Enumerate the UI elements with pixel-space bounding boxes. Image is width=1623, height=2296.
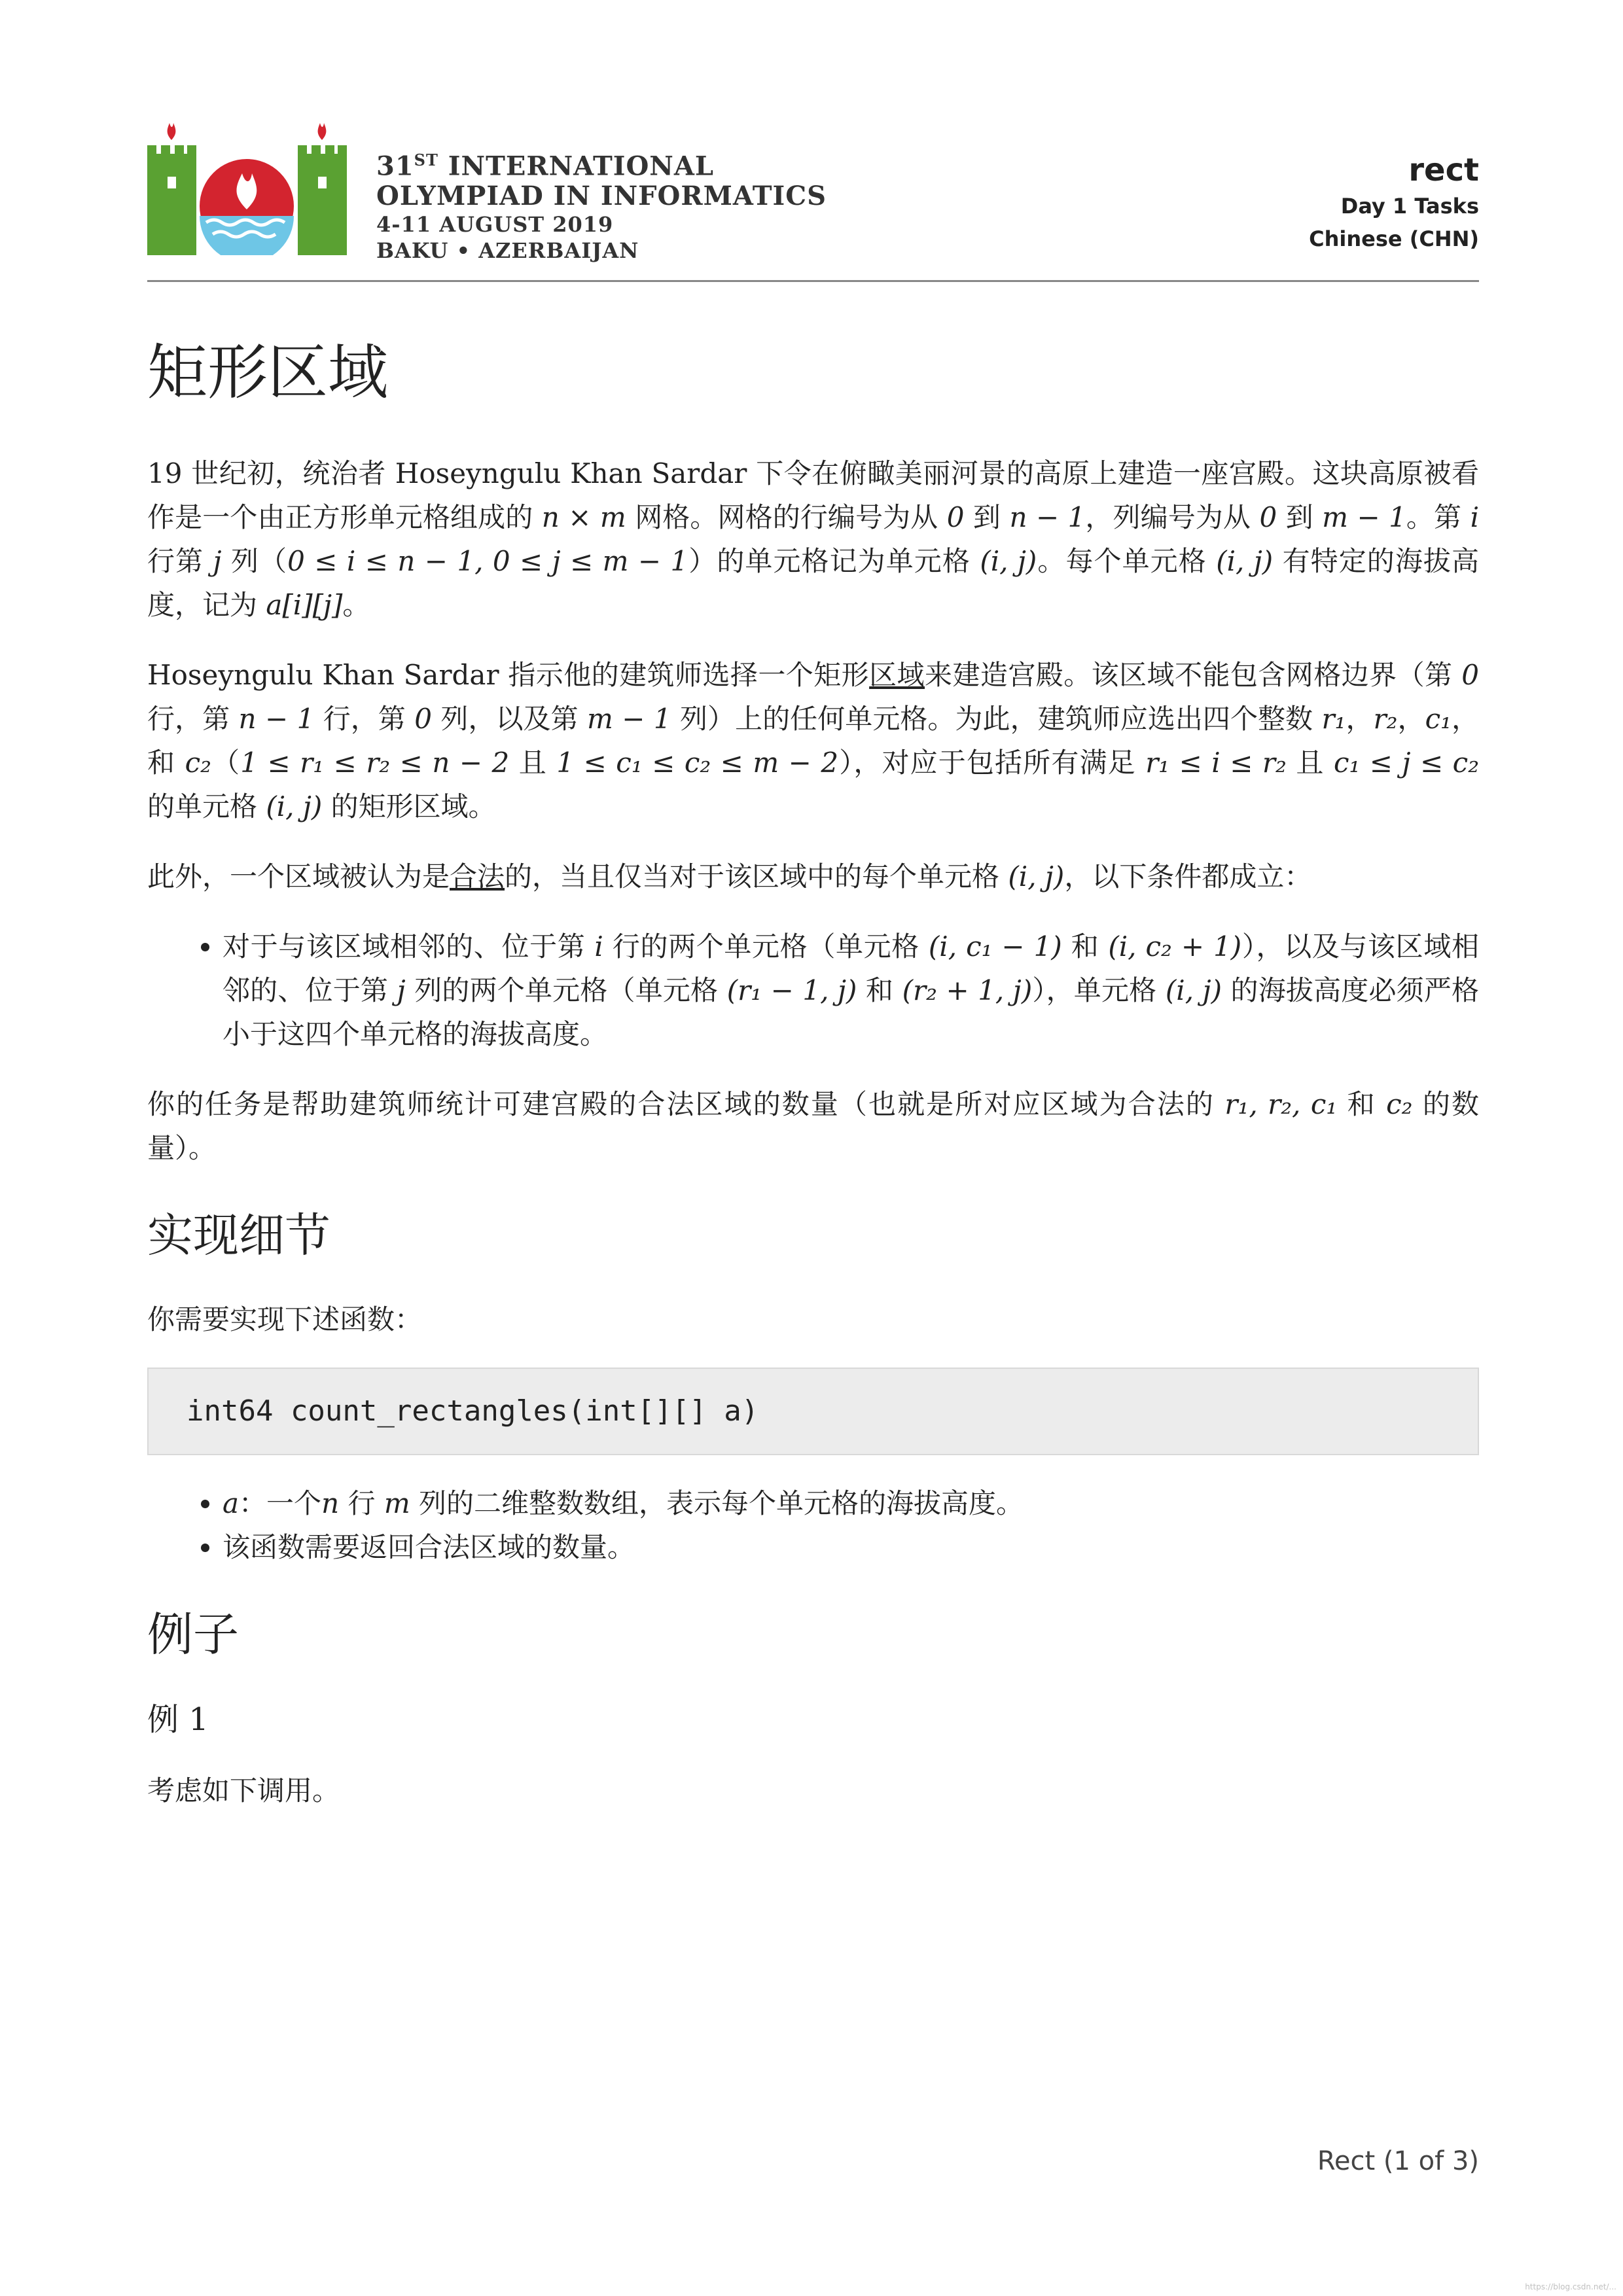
condition-list	[147, 925, 1479, 1056]
example-1-text: 考虑如下调用。	[147, 1775, 340, 1807]
watermark: https://blog.csdn.net/...	[1525, 2282, 1616, 2291]
event-title-line1: 31ST INTERNATIONAL	[376, 150, 715, 182]
ioi-logo	[147, 118, 347, 255]
list-item: • 对于与该区域相邻的、位于第 i 行的两个单元格（单元格 (i, c₁ − 1) 和 (i, c₂ + 1)），以及与该区域相邻的、位于第 j 列的两个单元格（单元格 (r₁ − 1, j) 和 (r₂ + 1, j)），单元格 (i, j) 的海拔高度必须严格小于这四个单元格的海拔高度。	[223, 925, 1479, 1056]
function-signature: int64 count_rectangles(int[][] a)	[147, 1368, 1479, 1455]
page-footer: Rect (1 of 3)	[1317, 2146, 1479, 2176]
content	[147, 330, 1479, 1839]
example-1-title: 例 1	[147, 1701, 209, 1738]
paragraph-valid: 此外，一个区域被认为是合法的，当且仅当对于该区域中的每个单元格 (i, j)，以下条件都成立：	[147, 860, 1312, 892]
task-name: rect	[1408, 152, 1479, 188]
event-info	[376, 145, 827, 264]
event-location: BAKU • AZERBAIJAN	[376, 238, 639, 264]
section-examples: 例子	[147, 1608, 239, 1661]
parameter-list	[147, 1481, 1479, 1569]
paragraph-region: Hoseyngulu Khan Sardar 指示他的建筑师选择一个矩形区域来建造宫殿。该区域不能包含网格边界（第 0 行，第 n − 1 行，第 0 列，以及第 m − 1 列）上的任何单元格。为此，建筑师应选出四个整数 r₁，r₂，c₁，和 c₂（1 ≤ r₁ ≤ r₂ ≤ n − 2 且 1 ≤ c₁ ≤ c₂ ≤ m − 2），对应于包括所有满足 r₁ ≤ i ≤ r₂ 且 c₁ ≤ j ≤ c₂ 的单元格 (i, j) 的矩形区域。	[147, 659, 1480, 822]
paragraph-intro: 19 世纪初，统治者 Hoseyngulu Khan Sardar 下令在俯瞰美丽河景的高原上建造一座宫殿。这块高原被看作是一个由正方形单元格组成的 n × m 网格。网格的行编号为从 0 到 n − 1，列编号为从 0 到 m − 1。第 i 行第 j 列（0 ≤ i ≤ n − 1, 0 ≤ j ≤ m − 1）的单元格记为单元格 (i, j)。每个单元格 (i, j) 有特定的海拔高度，记为 a[i][j]。	[147, 457, 1479, 621]
implementation-intro: 你需要实现下述函数：	[147, 1303, 423, 1335]
header	[147, 118, 1479, 281]
task-day: Day 1 Tasks	[1340, 194, 1479, 219]
event-dates: 4-11 AUGUST 2019	[376, 212, 614, 238]
page-title: 矩形区域	[147, 338, 389, 408]
section-implementation: 实现细节	[147, 1209, 330, 1262]
task-language: Chinese (CHN)	[1309, 226, 1479, 251]
paragraph-task: 你的任务是帮助建筑师统计可建宫殿的合法区域的数量（也就是所对应区域为合法的 r₁, r₂, c₁ 和 c₂ 的数量）。	[147, 1088, 1480, 1164]
list-item: • 该函数需要返回合法区域的数量。	[223, 1525, 1479, 1569]
event-title-line2: OLYMPIAD IN INFORMATICS	[376, 181, 827, 212]
list-item: • a：一个n 行 m 列的二维整数数组，表示每个单元格的海拔高度。	[223, 1481, 1479, 1525]
header-divider	[147, 280, 1479, 282]
task-meta	[1309, 150, 1479, 255]
